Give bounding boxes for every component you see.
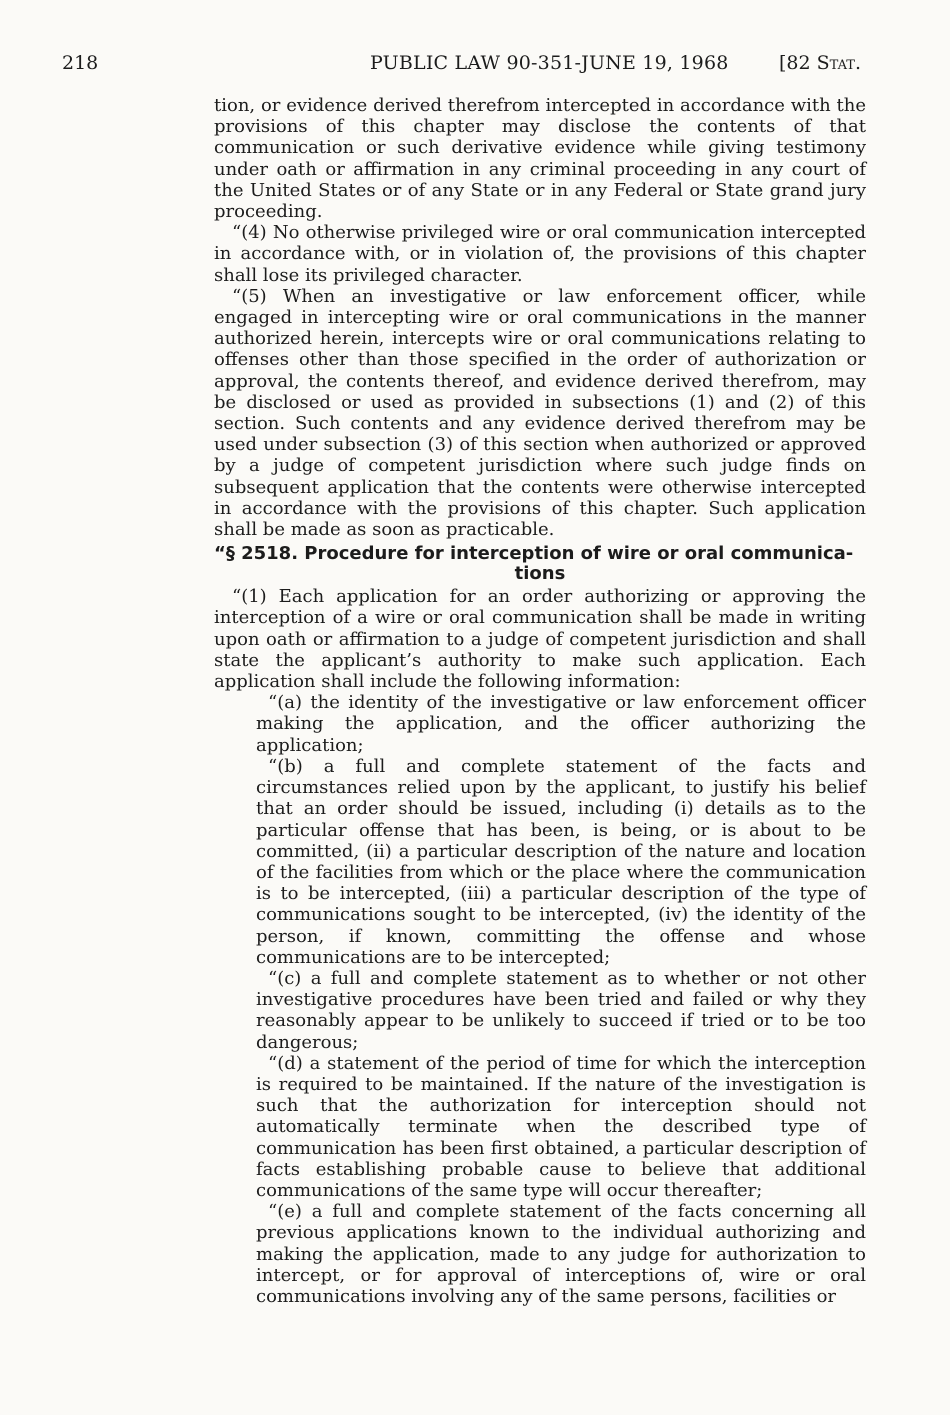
body-text (214, 95, 866, 1307)
page-header (0, 52, 950, 82)
list-item-e: “(e) a full and complete statement of the facts concerning all previous applications known to the individual authorizing and making the application, made to any judge for authorization to intercept, or for approval of interceptions of, wire or oral communications involving any of the same persons, facilities or (256, 1201, 866, 1307)
section-heading-main: “§ 2518. Procedure for interception of wire or oral communica- (214, 543, 854, 565)
running-title: PUBLIC LAW 90-351-JUNE 19, 1968 (370, 52, 729, 74)
statute-word: Stat. (816, 52, 862, 74)
paragraph-subsection-5: “(5) When an investigative or law enforcement officer, while engaged in intercepting wire or oral communications in the manner authorized herein, intercepts wire or oral communications relating to offenses other than those specified in the order of authorization or approval, the contents thereof, and evidence derived therefrom, may be disclosed or used as provided in subsections (1) and (2) of this section. Such contents and any evidence derived therefrom may be used under subsection (3) of this section when authorized or approved by a judge of competent jurisdiction where such judge finds on subsequent application that the contents were otherwise intercepted in accordance with the provisions of this chapter. Such application shall be made as soon as practicable. (214, 285, 866, 541)
list-item-b: “(b) a full and complete statement of the facts and circumstances relied upon by the applicant, to justify his belief that an order should be issued, including (i) details as to the particular offense that has been, is being, or is about to be committed, (ii) a particular description of the nature and location of the facilities from which or the place where the communication is to be intercepted, (iii) a particular description of the type of communications sought to be intercepted, (iv) the identity of the person, if known, committing the offense and whose communications are to be intercepted; (256, 755, 866, 968)
statute-prefix: [82 (779, 52, 817, 74)
section-heading-tail: tions (514, 563, 566, 585)
paragraph-subsection-1: “(1) Each application for an order authorizing or approving the interception of a wire or oral communication shall be made in writing upon oath or affirmation to a judge of competent jurisdiction and shall state the applicant’s authority to make such application. Each application shall include the following information: (214, 586, 866, 693)
paragraph-subsection-4: “(4) No otherwise privileged wire or oral communication intercepted in accordance with, or in violation of, the provisions of this chapter shall lose its privileged character. (214, 222, 866, 286)
statute-reference (779, 52, 861, 74)
section-heading (214, 544, 866, 584)
list-item-d: “(d) a statement of the period of time for which the interception is required to be maintained. If the nature of the investigation is such that the authorization for interception should not automatically terminate when the described type of communication has been first obtained, a particular description of facts establishing probable cause to believe that additional communications of the same type will occur thereafter; (256, 1052, 866, 1201)
list-item-c: “(c) a full and complete statement as to whether or not other investigative procedures have been tried and failed or why they reasonably appear to be unlikely to succeed if tried or to be too dangerous; (256, 967, 866, 1053)
page-number: 218 (62, 52, 99, 74)
list-item-a: “(a) the identity of the investigative or law enforcement officer making the application, and the officer authorizing the application; (256, 692, 866, 756)
paragraph-continuation: tion, or evidence derived therefrom intercepted in accordance with the provisions of this chapter may disclose the contents of that communication or such derivative evidence while giving testimony under oath or affirmation in any criminal proceeding in any court of the United States or of any State or in any Federal or State grand jury proceeding. (214, 95, 866, 223)
